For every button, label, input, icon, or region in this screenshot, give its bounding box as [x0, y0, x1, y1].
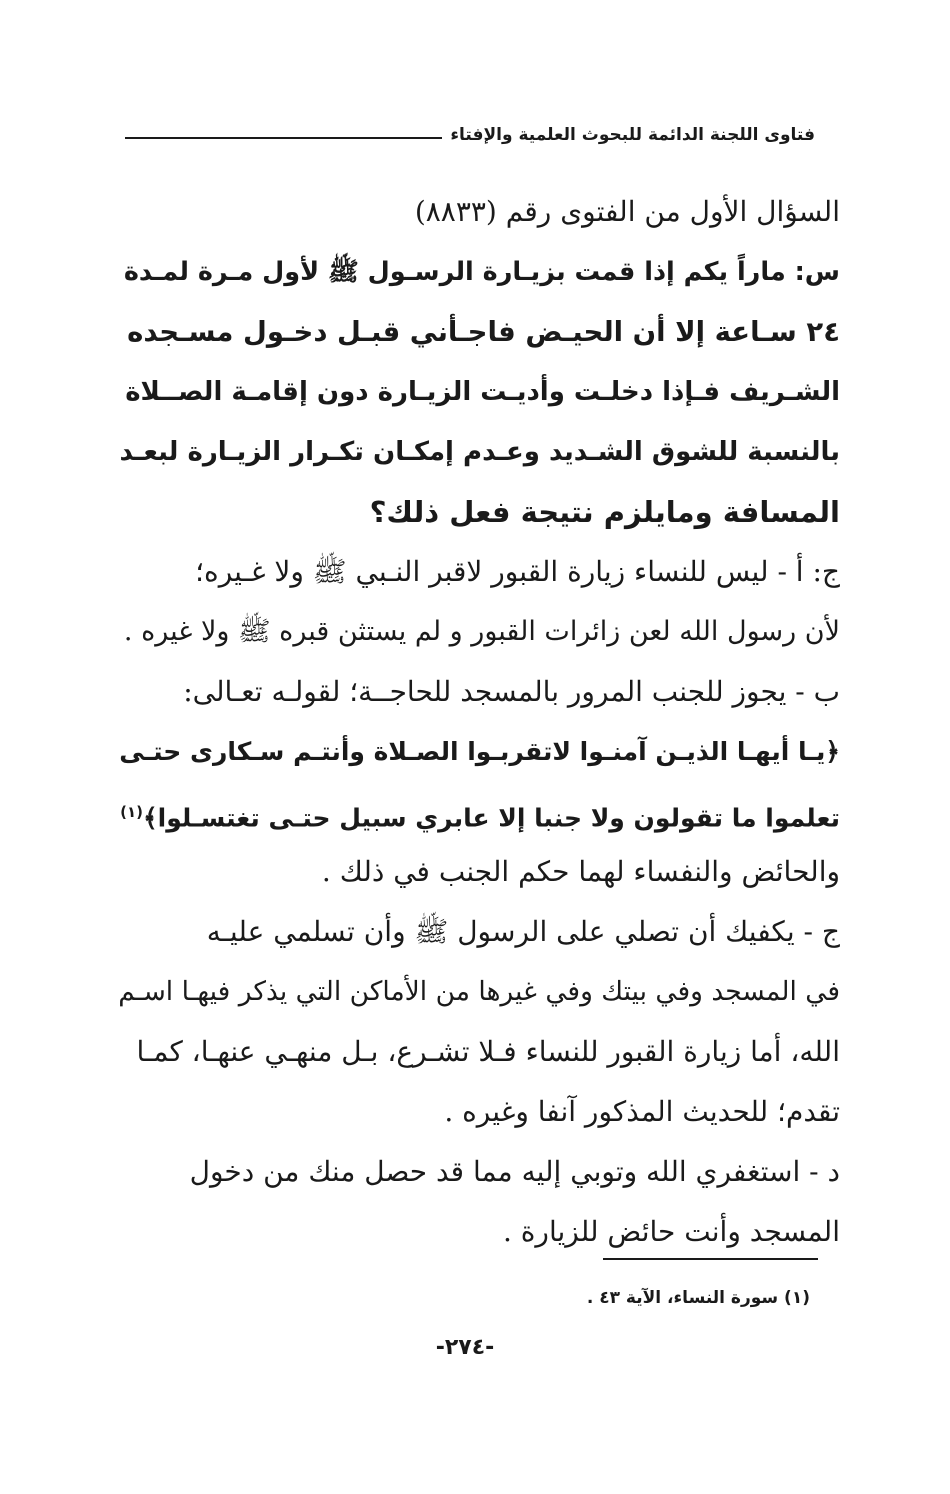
footnote-marker: (١) [120, 803, 143, 821]
answer-line: ب - يجوز للجنب المرور بالمسجد للحاجــة؛ لقولـه تعـالى: [183, 675, 840, 708]
footnote-rule [603, 1258, 818, 1260]
quran-verse-line [115, 782, 840, 842]
answer-line: د - استغفري الله وتوبي إليه مما قد حصل منك من دخول [189, 1155, 840, 1188]
question-line: ٢٤ سـاعة إلا أن الحيـض فاجـأني قبـل دخـول مسـجده [127, 316, 840, 348]
question-line: المسافة ومايلزم نتيجة فعل ذلك؟ [369, 495, 840, 529]
answer-line: ج - يكفيك أن تصلي على الرسول ﷺ وأن تسلمي عليـه [206, 915, 840, 948]
running-header [125, 118, 815, 152]
fatwa-body [115, 182, 840, 1262]
question-line: بالنسبة للشوق الشـديد وعـدم إمكـان تكـرار الزيـارة لبعـد [119, 437, 840, 467]
answer-line: لأن رسول الله لعن زائرات القبور و لم يستثن قبره ﷺ ولا غيره . [123, 616, 840, 647]
answer-line: ج: أ - ليس للنساء زيارة القبور لاقبر النـبي ﷺ ولا غـيره؛ [195, 555, 840, 588]
page-number: -٢٧٤- [435, 1335, 495, 1360]
running-title: فتاوى اللجنة الدائمة للبحوث العلمية والإفتاء [450, 125, 815, 145]
quran-verse-text: تعلموا ما تقولون ولا جنبا إلا عابري سبيل حتـى تغتسـلوا﴾ [143, 803, 840, 833]
header-rule [125, 137, 442, 139]
answer-line: المسجد وأنت حائض للزيارة . [502, 1215, 840, 1248]
question-heading: السؤال الأول من الفتوى رقم (٨٨٣٣) [414, 195, 840, 228]
question-line: الشـريف فـإذا دخلـت وأديـت الزيـارة دون إقامـة الصــلاة [125, 377, 840, 407]
answer-line: والحائض والنفساء لهما حكم الجنب في ذلك . [321, 855, 840, 888]
answer-line: تقدم؛ للحديث المذكور آنفا وغيره . [444, 1095, 840, 1128]
answer-line: في المسجد وفي بيتك وفي غيرها من الأماكن التي يذكر فيهـا اسـم [118, 976, 840, 1007]
footnote: (١) سورة النساء، الآية ٤٣ . [586, 1288, 810, 1308]
question-line: س: ماراً يكم إذا قمت بزيـارة الرسـول ﷺ لأول مـرة لمـدة [123, 257, 840, 287]
quran-verse-line: ﴿يـا أيهـا الذيـن آمنـوا لاتقربـوا الصـلاة وأنتـم سـكارى حتـى [119, 737, 840, 766]
answer-line: الله، أما زيارة القبور للنساء فـلا تشـرع، بـل منهـي عنهـا، كمـا [136, 1035, 840, 1068]
